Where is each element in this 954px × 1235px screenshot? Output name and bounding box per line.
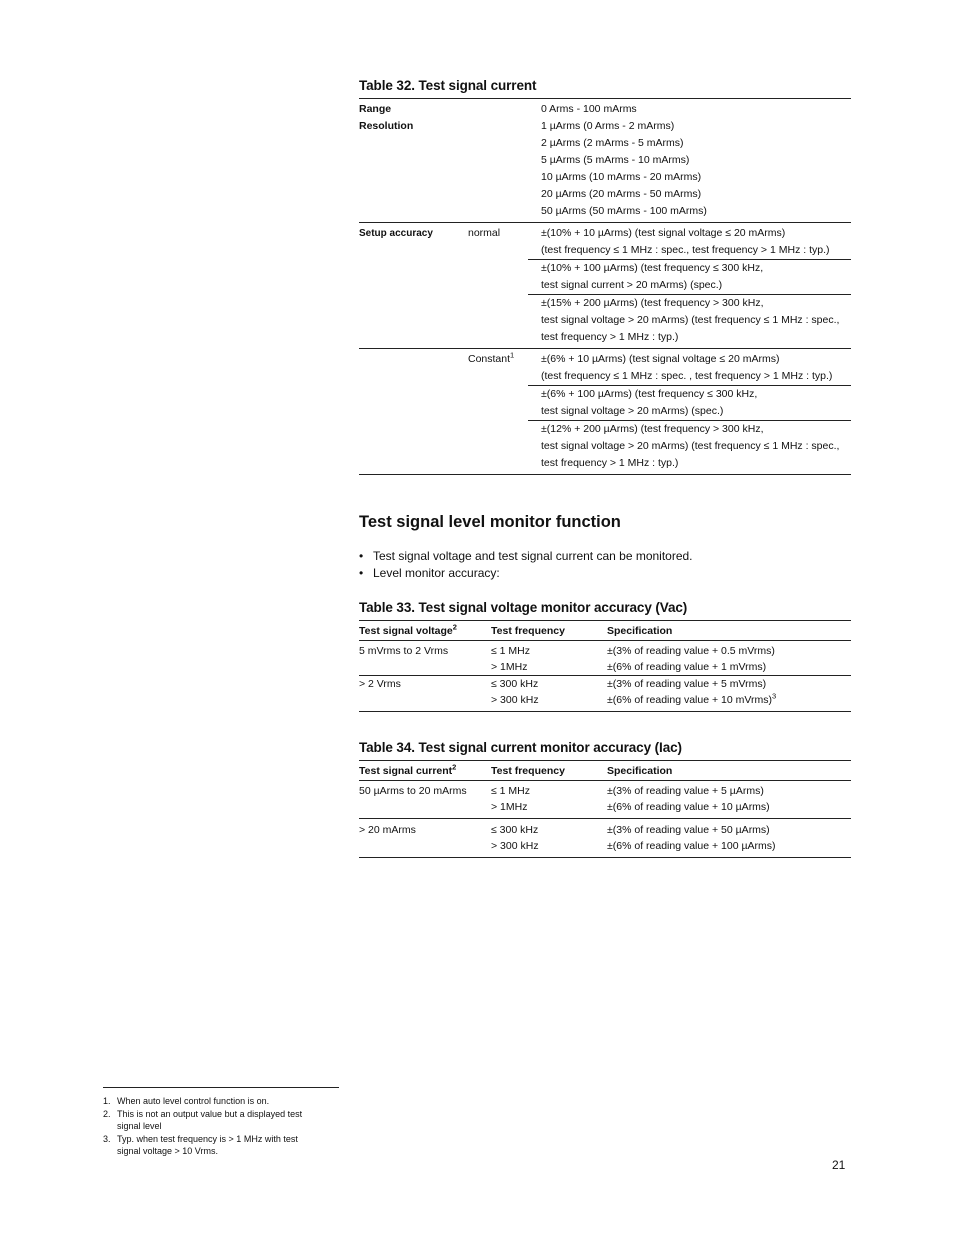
range-value: 0 Arms - 100 mArms xyxy=(541,103,637,115)
table-header-row xyxy=(359,621,851,641)
table-34 xyxy=(359,760,851,858)
table-header-row xyxy=(359,761,851,781)
column-header: Test frequency xyxy=(491,621,607,641)
constant-spec-3: ±(12% + 200 µArms) (test frequency > 300 kHz, test signal voltage > 20 mArms) (test frequency ≤ 1 MHz : spec., test frequency > 1 MHz : typ.) xyxy=(528,421,851,475)
table-row xyxy=(359,99,851,119)
table-32-block xyxy=(359,78,851,475)
list-item: • Level monitor accuracy: xyxy=(359,565,693,582)
table-33 xyxy=(359,620,851,712)
column-header: Test signal voltage$^2$ xyxy=(359,621,491,641)
table-34-block xyxy=(359,740,851,858)
footnote-divider xyxy=(103,1087,339,1088)
table-33-block xyxy=(359,600,851,712)
normal-spec-3: ±(15% + 200 µArms) (test frequency > 300 kHz, test signal voltage > 20 mArms) (test frequency ≤ 1 MHz : spec., test frequency > 1 MHz : typ.) xyxy=(528,295,851,349)
table-row: > 20 mArms ≤ 300 kHz > 300 kHz ±(3% of reading value + 50 µArms) ±(6% of reading value + 100 µArms) xyxy=(359,819,851,858)
table-row: 50 µArms to 20 mArms ≤ 1 MHz > 1MHz ±(3% of reading value + 5 µArms) ±(6% of reading value + 10 µArms) xyxy=(359,785,770,813)
table-row: > 2 Vrms ≤ 300 kHz > 300 kHz ±(3% of reading value + 5 mVrms) ±(6% of reading value + 10 mVrms)$^3$ xyxy=(359,676,851,712)
resolution-values: 1 µArms (0 Arms - 2 mArms) 2 µArms (2 mArms - 5 mArms) 5 µArms (5 mArms - 10 mArms) 10 µArms (10 mArms - 20 mArms) 20 µArms (20 mArms - 50 mArms) 50 µArms (50 mArms - 100 mArms) xyxy=(541,120,707,217)
column-header: Test frequency xyxy=(491,761,607,781)
footnote: 3. Typ. when test frequency is > 1 MHz with test signal voltage > 10 Vrms. xyxy=(103,1133,298,1156)
footnotes xyxy=(103,1095,339,1158)
table-34-caption: Table 34. Test signal current monitor accuracy (Iac) xyxy=(359,740,682,755)
setup-accuracy-label: Setup accuracy xyxy=(359,223,468,260)
table-row xyxy=(359,349,851,386)
table-32-caption: Table 32. Test signal current xyxy=(359,78,537,93)
footnote: 2. This is not an output value but a displayed test signal level xyxy=(103,1108,303,1131)
table-row xyxy=(359,386,851,421)
constant-spec-1: ±(6% + 10 µArms) (test signal voltage ≤ 20 mArms) (test frequency ≤ 1 MHz : spec. , test frequency > 1 MHz : typ.) xyxy=(528,349,851,386)
table-row xyxy=(359,421,851,475)
list-item: • Test signal voltage and test signal current can be monitored. xyxy=(359,548,693,565)
table-33-caption: Table 33. Test signal voltage monitor accuracy (Vac) xyxy=(359,600,688,615)
table-32 xyxy=(359,98,851,475)
table-row: 5 mVrms to 2 Vrms ≤ 1 MHz > 1MHz ±(3% of reading value + 0.5 mVrms) ±(6% of reading value + 1 mVrms) xyxy=(359,645,775,673)
normal-label: normal xyxy=(468,223,528,260)
table-row xyxy=(359,260,851,295)
column-header: Specification xyxy=(607,761,851,781)
constant-spec-2: ±(6% + 100 µArms) (test frequency ≤ 300 kHz, test signal voltage > 20 mArms) (spec.) xyxy=(528,386,851,421)
range-label: Range xyxy=(359,103,392,115)
table-row xyxy=(359,118,851,223)
constant-label: Constant$^1$ xyxy=(468,349,528,386)
normal-spec-1: ±(10% + 10 µArms) (test signal voltage ≤ 20 mArms) (test frequency ≤ 1 MHz : spec., test frequency > 1 MHz : typ.) xyxy=(528,223,851,260)
section-heading: Test signal level monitor function xyxy=(359,513,621,531)
table-row xyxy=(359,295,851,349)
column-header: Test signal current$^2$ xyxy=(359,761,491,781)
resolution-label: Resolution xyxy=(359,120,414,132)
page-number: 21 xyxy=(832,1158,846,1172)
bullet-list xyxy=(359,548,693,582)
table-row xyxy=(359,223,851,260)
normal-spec-2: ±(10% + 100 µArms) (test frequency ≤ 300 kHz, test signal current > 20 mArms) (spec.) xyxy=(528,260,851,295)
footnote: 1. When auto level control function is on. xyxy=(103,1096,270,1106)
column-header: Specification xyxy=(607,621,851,641)
